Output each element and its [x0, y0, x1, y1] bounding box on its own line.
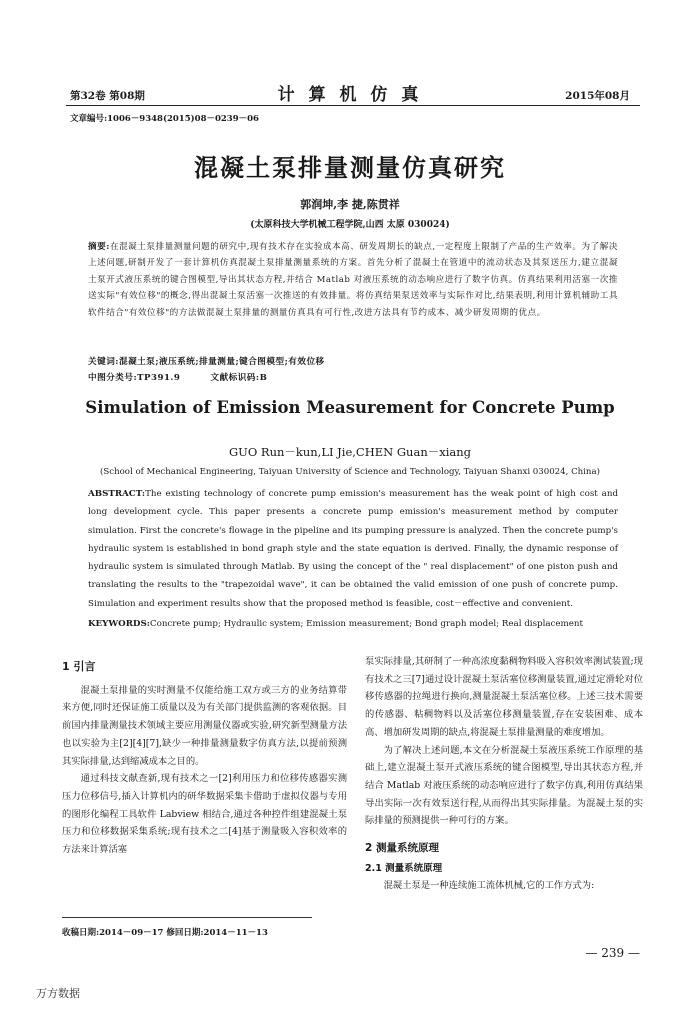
chinese-abstract-text: 在混凝土泵排量测量问题的研究中,现有技术存在实验成本高、研发周期长的缺点,一定程度上限制了产品的生产效率。为了解决上述问题,研制开发了一套计算机仿真混凝土泵排量测量系统的方案。首先分析了混凝土在管道中的流动状态及其泵送压力,建立混凝土泵开式液压系统的键合图模型,导出其状态方程,并结合 Matlab 对液压系统的动态响应进行了数字仿真。仿真结果利用活塞一次推送实际"有效位移"的概念,得出混凝土泵活塞一次推送的有效排量。将仿真结果泵送效率与实际作对比,结果表明,利用计算机辅助工具软件结合"有效位移"的方法做混凝土泵排量的测量仿真具有可行性,改进方法具有节约成本、减少研发周期的优点。: [88, 242, 618, 318]
chinese-abstract: [88, 239, 618, 321]
footnote-rule: [62, 917, 312, 918]
section-2-1-heading: 2.1 测量系统原理: [365, 862, 443, 874]
english-keywords-text: Concrete pump; Hydraulic system; Emission measurement; Bond graph model; Real displacement: [149, 619, 584, 629]
chinese-title: 混凝土泵排量测量仿真研究: [194, 154, 506, 182]
section-2-heading: 2 测量系统原理: [365, 842, 439, 855]
english-keywords-label: KEYWORDS:: [88, 619, 150, 629]
english-authors: GUO Run－kun,LI Jie,CHEN Guan－xiang: [228, 445, 472, 459]
chinese-keywords-text: 混凝土泵;液压系统;排量测量;键合图模型;有效位移: [118, 357, 325, 367]
document-code: 文献标识码:B: [210, 373, 268, 383]
section-1-heading: 1 引言: [62, 660, 96, 673]
classification-line: [88, 370, 618, 386]
left-column: [62, 648, 347, 859]
paragraph-intro-2: 通过科技文献查新,现有技术之一[2]利用压力和位移传感器实测压力位移信号,插入计算机内的研华数据采集卡借助于虚拟仪器与专用的图形化编程工具软件 Labview 相结合,通过各种控件组建混凝土泵压力和位移数据采集系统;现有技术之二[4]基于测量吸入容积效率的方法来计算活塞: [62, 773, 347, 856]
header-journal-name: 计 算 机 仿 真: [277, 85, 423, 105]
english-abstract: [88, 485, 618, 613]
chinese-keywords: [88, 354, 618, 370]
article-number: 文章编号:1006－9348(2015)08－0239－06: [70, 114, 259, 124]
paragraph-intro-1: 混凝土泵排量的实时测量不仅能给施工双方或三方的业务结算带来方便,同时还保证施工质量以及为有关部门提供监测的客观依据。目前国内排量测量技术领域主要应用测量仪器或实验,研究新型测量方法也以实验为主[2][4][7],缺少一种排量测量数字仿真方法,以提前预测其实际排量,达到缩减成本之目的。: [62, 684, 347, 767]
paragraph-right-3: 混凝土泵是一种连续施工流体机械,它的工作方式为:: [383, 880, 595, 892]
header-volume-issue: 第32卷 第08期: [70, 90, 145, 102]
chinese-affiliation: (太原科技大学机械工程学院,山西 太原 030024): [250, 220, 450, 230]
english-abstract-label: ABSTRACT:: [88, 489, 146, 499]
english-title: Simulation of Emission Measurement for Concrete Pump: [85, 398, 615, 417]
clc-number: 中图分类号:TP391.9: [88, 373, 181, 383]
english-affiliation: (School of Mechanical Engineering, Taiyuan University of Science and Technology, Taiyuan Shanxi 030024, China): [100, 467, 600, 477]
paragraph-right-2: 为了解决上述问题,本文在分析混凝土泵液压系统工作原理的基础上,建立混凝土泵开式液压系统的键合图模型,导出其状态方程,并结合 Matlab 对液压系统的动态响应进行了数字仿真,利用仿真结果导出实际一次有效泵送行程,从而得出其实际排量。为混凝土泵的实际排量的预测提供一种可行的方案。: [365, 744, 643, 827]
paragraph-right-1: 泵实际排量,其研制了一种高浓度黏稠物料吸入容积效率测试装置;现有技术之三[7]通过设计混凝土泵活塞位移测量装置,通过定滑轮对位移传感器的拉绳进行换向,测量混凝土泵活塞位移。上述三技术需要的传感器、粘稠物料以及活塞位移测量装置,存在安装困难、成本高、增加研发周期的缺点,将混凝土泵排量测量的难度增加。: [365, 656, 643, 738]
english-abstract-text: The existing technology of concrete pump emission's measurement has the weak point of high cost and long development cycle. This paper presents a concrete pump emission's measurement method by computer simulation. First the concrete's flowage in the pipeline and its pumping pressure is analyzed. Then the concrete pump's hydraulic system is established in bond graph style and the state equation is derived. Finally, the dynamic response of hydraulic system is simulated through Matlab. By using the concept of the " real displacement" of one piston push and translating the results to the "trapezoidal wave", it can be obtained the valid emission of one push of concrete pump. Simulation and experiment results show that the proposed method is feasible, cost－effective and convenient.: [88, 489, 618, 609]
header-rule: [66, 105, 640, 106]
received-dates: 收稿日期:2014－09－17 修回日期:2014－11－13: [62, 928, 268, 938]
chinese-abstract-label: 摘要:: [88, 242, 110, 252]
watermark: 万方数据: [36, 987, 80, 1000]
right-column: [365, 653, 643, 895]
page-number: — 239 —: [585, 946, 640, 960]
chinese-keywords-label: 关键词:: [88, 357, 119, 367]
header-date: 2015年08月: [565, 90, 630, 102]
english-keywords: [88, 615, 618, 633]
chinese-authors: 郭润坤,李 捷,陈贯祥: [300, 198, 400, 211]
